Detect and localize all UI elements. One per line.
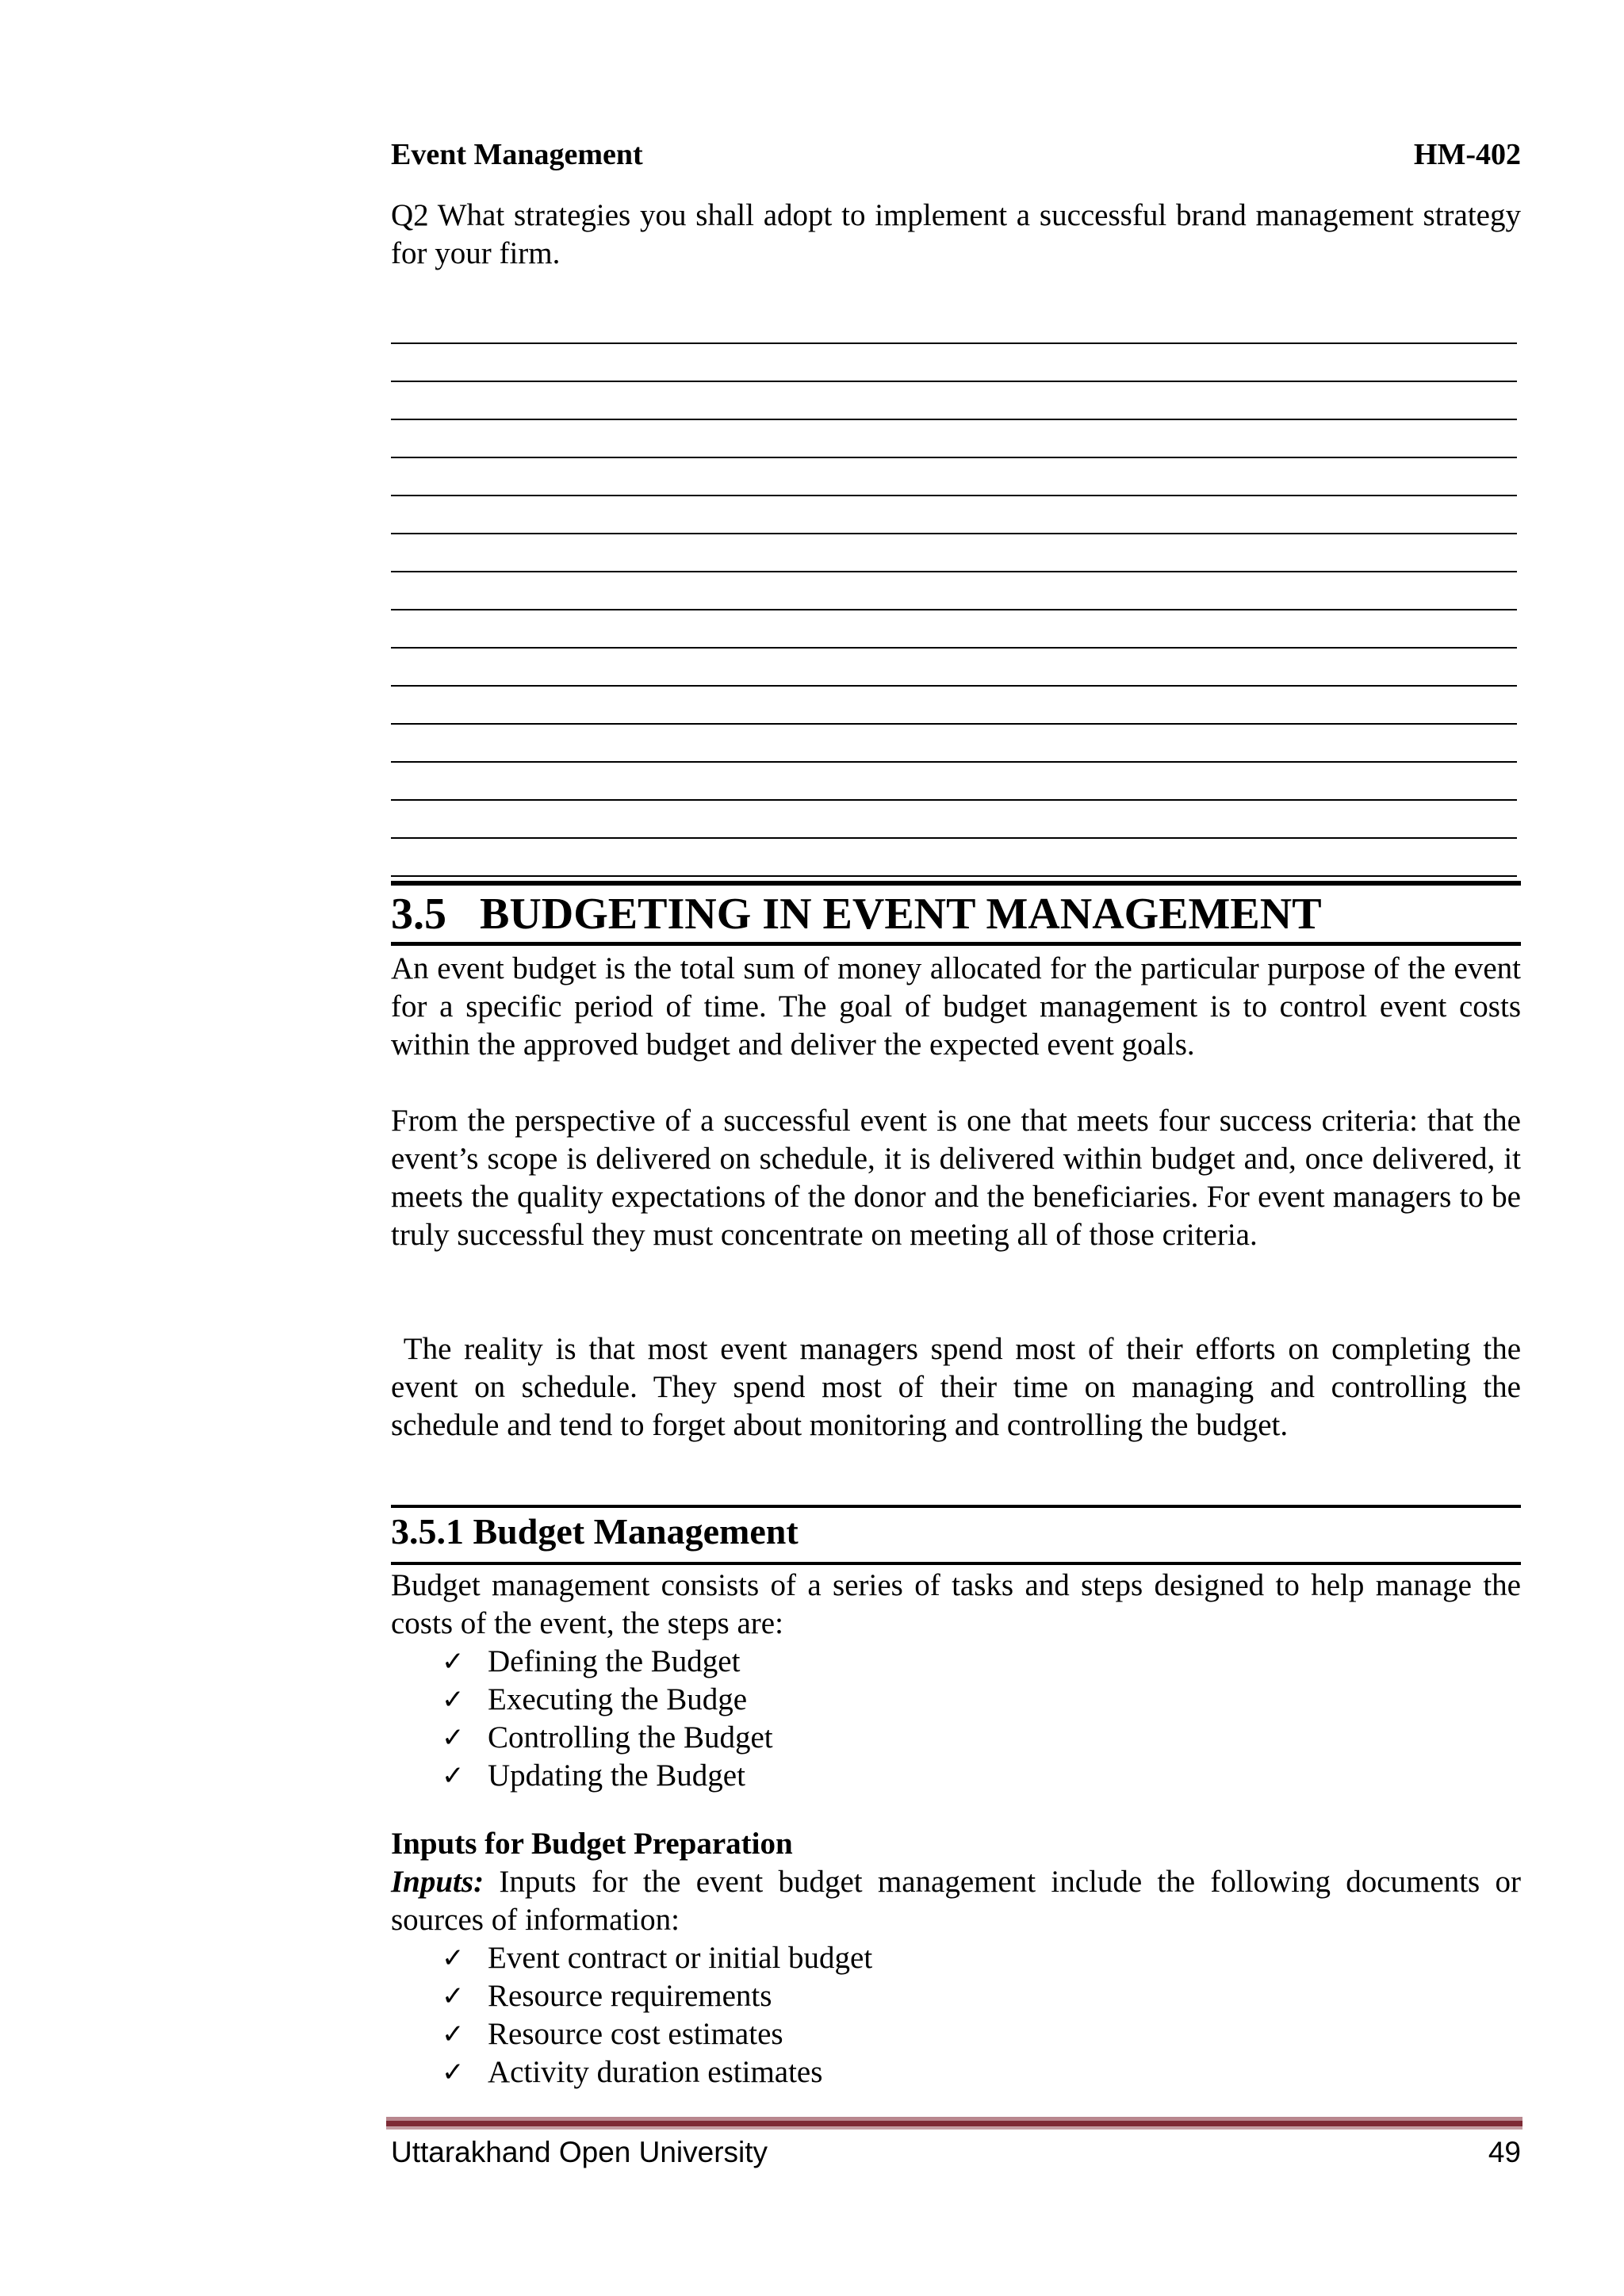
list-item: ✓ Activity duration estimates — [391, 2053, 1521, 2091]
answer-line — [391, 458, 1517, 496]
list-item: ✓ Event contract or initial budget — [391, 1939, 1521, 1977]
list-item: ✓ Updating the Budget — [391, 1757, 1521, 1795]
list-item: ✓ Controlling the Budget — [391, 1719, 1521, 1757]
inputs-heading: Inputs for Budget Preparation — [391, 1827, 793, 1861]
checkmark-icon: ✓ — [442, 2057, 465, 2088]
footer-divider — [386, 2117, 1522, 2130]
inputs-text: Inputs for the event budget management include the following documents or sources of information: — [391, 1865, 1529, 1937]
answer-line — [391, 306, 1517, 344]
section-paragraph: The reality is that most event managers spend most of their efforts on completing the event on schedule. They spend most of their time on managing and controlling the schedule and tend to forget about monitoring and controlling the budget. — [391, 1332, 1529, 1442]
answer-line — [391, 344, 1517, 382]
section-heading: BUDGETING IN EVENT MANAGEMENT — [480, 890, 1322, 939]
inputs-list — [391, 1939, 1521, 2091]
page-footer — [391, 2134, 1521, 2171]
answer-line — [391, 649, 1517, 687]
inputs-paragraph — [391, 1863, 1529, 1939]
budget-steps-list — [391, 1643, 1521, 1795]
answer-line — [391, 420, 1517, 458]
page-number: 49 — [1488, 2136, 1521, 2168]
answer-line — [391, 725, 1517, 763]
subsection-rule-bottom — [391, 1562, 1521, 1565]
subsection-intro: Budget management consists of a series of tasks and steps designed to help manage the costs of the event, the steps are: — [391, 1568, 1521, 1640]
checkmark-icon: ✓ — [442, 1646, 465, 1678]
answer-line — [391, 572, 1517, 610]
section-rule-bottom — [391, 942, 1521, 946]
section-number: 3.5 — [391, 890, 446, 939]
subsection-rule-top — [391, 1505, 1521, 1508]
list-item: ✓ Resource requirements — [391, 1977, 1521, 2015]
checkmark-icon: ✓ — [442, 1722, 465, 1754]
header-course-title: Event Management — [391, 138, 643, 171]
answer-line — [391, 534, 1517, 572]
section-paragraph: An event budget is the total sum of money allocated for the particular purpose of the event for a specific period of time. The goal of budget management is to control event costs within the approved budget and deliver the expected event goals. — [391, 951, 1521, 1062]
list-item: ✓ Resource cost estimates — [391, 2015, 1521, 2053]
answer-line — [391, 801, 1517, 839]
answer-line — [391, 687, 1517, 725]
footer-university: Uttarakhand Open University — [391, 2136, 768, 2168]
checkmark-icon: ✓ — [442, 2019, 465, 2050]
subsection-title: 3.5.1 Budget Management — [391, 1511, 799, 1552]
checkmark-icon: ✓ — [442, 1942, 465, 1974]
running-header — [391, 136, 1521, 173]
answer-lines — [391, 306, 1517, 877]
list-item: ✓ Executing the Budge — [391, 1681, 1521, 1719]
checkmark-icon: ✓ — [442, 1760, 465, 1792]
answer-line — [391, 763, 1517, 801]
document-page — [391, 0, 1529, 2296]
section-paragraph: From the perspective of a successful event is one that meets four success criteria: that the event’s scope is delivered on schedule, it is delivered within budget and, once delivered, it meets the quality expectations of the donor and the beneficiaries. For event managers to be truly successful they must concentrate on meeting all of those criteria. — [391, 1104, 1521, 1252]
answer-line — [391, 839, 1517, 877]
inputs-lead: Inputs: — [391, 1865, 485, 1899]
section-title — [391, 888, 1521, 940]
answer-line — [391, 496, 1517, 534]
answer-line — [391, 382, 1517, 420]
section-rule-top — [391, 881, 1521, 886]
list-item: ✓ Defining the Budget — [391, 1643, 1521, 1681]
checkmark-icon: ✓ — [442, 1980, 465, 2012]
header-course-code: HM-402 — [1413, 138, 1521, 171]
answer-line — [391, 610, 1517, 649]
question-text: Q2 What strategies you shall adopt to implement a successful brand management strategy for your firm. — [391, 198, 1521, 270]
checkmark-icon: ✓ — [442, 1684, 465, 1716]
